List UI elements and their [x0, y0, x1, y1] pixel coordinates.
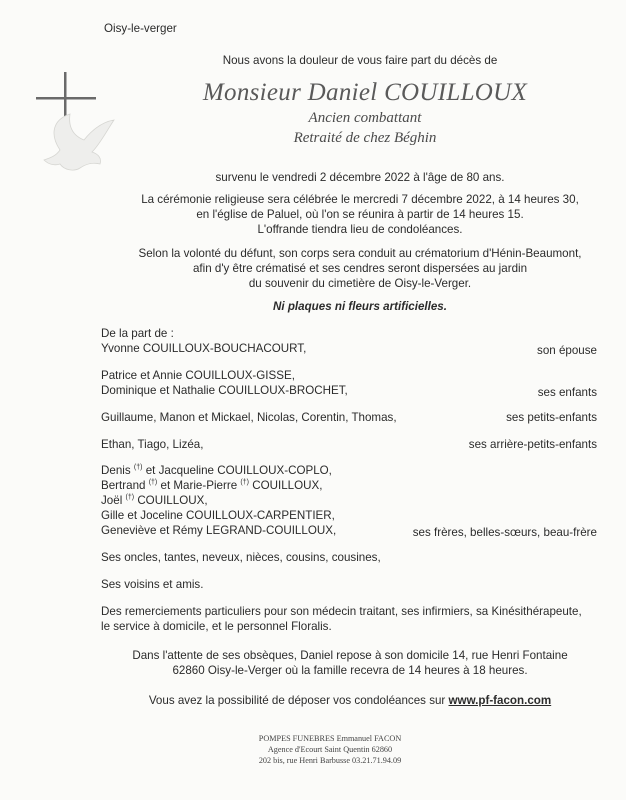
grandchildren-relation: ses petits-enfants: [506, 411, 597, 424]
spouse-relation: son épouse: [537, 344, 597, 357]
extended-family: Ses oncles, tantes, neveux, nièces, cousins, cousines,: [101, 551, 381, 564]
dove-icon: [40, 110, 120, 185]
condolences-line: Vous avez la possibilité de déposer vos condoléances sur www.pf-facon.com: [148, 694, 552, 707]
subtitle-veteran: Ancien combattant: [308, 110, 422, 126]
great-grandchildren-names: Ethan, Tiago, Lizéa,: [101, 438, 204, 451]
ceremony-line: L'offrande tiendra lieu de condoléances.: [257, 223, 463, 236]
funeral-home-footer: [230, 733, 430, 766]
sibling-line: Gille et Joceline COUILLOUX-CARPENTIER,: [101, 509, 335, 522]
thanks-paragraph: [101, 604, 582, 634]
sibling-line: Bertrand (†) et Marie-Pierre (†) COUILLOUX,: [101, 479, 323, 492]
rest-line: Dans l'attente de ses obsèques, Daniel repose à son domicile 14, rue Henri Fontaine: [132, 649, 568, 662]
location-header: Oisy-le-verger: [104, 22, 177, 35]
cremation-paragraph: [100, 246, 620, 291]
death-date-line: survenu le vendredi 2 décembre 2022 à l'âge de 80 ans.: [215, 171, 505, 184]
sibling-line: Geneviève et Rémy LEGRAND-COUILLOUX,: [101, 524, 337, 537]
rest-paragraph: [90, 648, 610, 678]
spouse-name: Yvonne COUILLOUX-BOUCHACOURT,: [101, 342, 307, 355]
sibling-line: Joël (†) COUILLOUX,: [101, 494, 208, 507]
siblings-relation: ses frères, belles-sœurs, beau-frère: [412, 526, 597, 539]
child-name: Dominique et Nathalie COUILLOUX-BROCHET,: [101, 384, 348, 397]
neighbors-friends: Ses voisins et amis.: [101, 578, 204, 591]
cremation-line: du souvenir du cimetière de Oisy-le-Verger.: [248, 277, 472, 290]
thanks-line: le service à domicile, et le personnel Floralis.: [101, 620, 332, 633]
deceased-name: Monsieur Daniel COUILLOUX: [202, 79, 528, 106]
deceased-mark: (†): [133, 464, 143, 472]
children-relation: ses enfants: [537, 386, 597, 399]
grandchildren-names: Guillaume, Manon et Mickael, Nicolas, Corentin, Thomas,: [101, 411, 397, 424]
cremation-line: afin d'y être crématisé et ses cendres seront dispersées au jardin: [192, 262, 528, 275]
footer-line: POMPES FUNEBRES Emmanuel FACON: [258, 734, 402, 743]
from-label: De la part de :: [101, 327, 174, 340]
great-grandchildren-relation: ses arrière-petits-enfants: [468, 438, 597, 451]
condolences-link[interactable]: www.pf-facon.com: [448, 694, 552, 707]
deceased-mark: (†): [148, 479, 158, 487]
ceremony-line: La cérémonie religieuse sera célébrée le mercredi 7 décembre 2022, à 14 heures 30,: [141, 193, 579, 206]
child-name: Patrice et Annie COUILLOUX-GISSE,: [101, 369, 295, 382]
subtitle-retired: Retraité de chez Béghin: [293, 130, 437, 146]
rest-line: 62860 Oisy-le-Verger où la famille recevra de 14 heures à 18 heures.: [172, 664, 528, 677]
ceremony-line: en l'église de Paluel, où l'on se réunira à partir de 14 heures 15.: [196, 208, 524, 221]
footer-line: Agence d'Ecourt Saint Quentin 62860: [267, 745, 393, 754]
intro-text: Nous avons la douleur de vous faire part du décès de: [222, 54, 498, 67]
deceased-mark: (†): [125, 494, 135, 502]
thanks-line: Des remerciements particuliers pour son médecin traitant, ses infirmiers, sa Kinésithérapeute,: [101, 605, 582, 618]
no-flowers-notice: Ni plaques ni fleurs artificielles.: [273, 300, 447, 313]
sibling-line: Denis (†) et Jacqueline COUILLOUX-COPLO,: [101, 464, 332, 477]
ceremony-paragraph: [100, 192, 620, 237]
deceased-mark: (†): [240, 479, 249, 487]
footer-line: 202 bis, rue Henri Barbusse 03.21.71.94.09: [258, 756, 402, 765]
cremation-line: Selon la volonté du défunt, son corps sera conduit au crématorium d'Hénin-Beaumont,: [138, 247, 582, 260]
